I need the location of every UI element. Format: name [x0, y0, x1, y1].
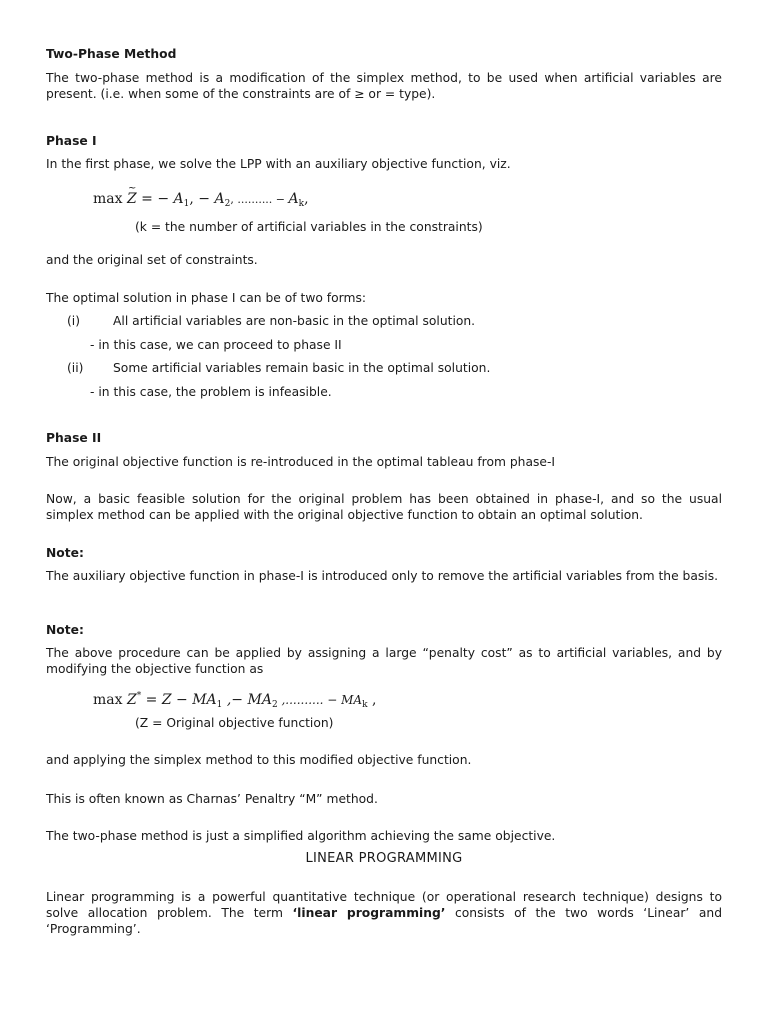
- formula2-m1: − MA: [171, 692, 217, 708]
- document-title: Two-Phase Method: [46, 47, 177, 61]
- note2-formula: [93, 687, 376, 714]
- lp-section-title: [0, 851, 768, 866]
- phase2-heading: Phase II: [46, 431, 102, 445]
- phase2-text1: The original objective function is re-introduced in the optimal tableau from phase-I: [46, 455, 556, 469]
- formula-ak-sub: k: [298, 199, 305, 209]
- formula2-z: Z: [126, 692, 137, 708]
- note1-heading: Note:: [46, 546, 84, 560]
- note1-text: The auxiliary objective function in phase-I is introduced only to remove the artificial variables from the basis.: [46, 569, 719, 583]
- phase1-heading: Phase I: [46, 134, 97, 148]
- note2-text: The above procedure can be applied by assigning a large “penalty cost” as to artificial variables, and by modifying the objective function as: [46, 646, 722, 676]
- intro-paragraph: The two-phase method is a modification of the simplex method, to be used when artificial variables are present. (i.e. when some of the constraints are of ≥ or = type).: [46, 71, 722, 101]
- formula2-star: *: [136, 691, 142, 701]
- lp-text-a: Linear programming is a powerful quantitative technique (or operational research technique) designs to solve allocation problem. The term: [46, 890, 722, 920]
- formula-eq: = −: [136, 191, 174, 207]
- note2-after2: This is often known as Charnas’ Penaltry “M” method.: [46, 792, 378, 806]
- phase1-after: and the original set of constraints.: [46, 253, 258, 267]
- tilde-mark: ~: [127, 183, 137, 194]
- lp-paragraph: [46, 889, 722, 937]
- formula2-z-orig: Z: [161, 692, 172, 708]
- formula-a2: A: [214, 191, 225, 207]
- formula-end: ,: [304, 191, 309, 207]
- formula-ak: A: [288, 191, 299, 207]
- note2-after3: The two-phase method is just a simplified algorithm achieving the same objective.: [46, 829, 556, 843]
- case-2-number: (ii): [67, 361, 84, 375]
- formula-dots: , .......... −: [230, 193, 289, 206]
- formula-a2-sub: 2: [224, 199, 231, 209]
- formula2-m2-sub: 2: [271, 700, 278, 710]
- lp-text-b: consists of the two words ‘Linear’ and ‘Programming’.: [46, 906, 722, 936]
- formula-max: max: [93, 191, 123, 207]
- formula2-mk-sub: k: [362, 700, 368, 710]
- lp-term-bold: ‘linear programming’: [292, 906, 446, 920]
- case-1-text: All artificial variables are non-basic in the optimal solution.: [113, 314, 476, 328]
- note2-after1: and applying the simplex method to this modified objective function.: [46, 753, 472, 767]
- phase2-text2: Now, a basic feasible solution for the original problem has been obtained in phase-I, and so the usual simplex method can be applied with the original objective function to obtain an optimal solution.: [46, 492, 722, 522]
- formula-a1: A: [173, 191, 184, 207]
- formula2-eq: =: [141, 692, 162, 708]
- case-1-note: - in this case, we can proceed to phase II: [90, 338, 342, 352]
- case-2-text: Some artificial variables remain basic in the optimal solution.: [113, 361, 491, 375]
- phase1-text: In the first phase, we solve the LPP with an auxiliary objective function, viz.: [46, 157, 511, 171]
- formula2-m1-sub: 1: [216, 700, 223, 710]
- formula-z: Z: [126, 191, 137, 207]
- formula-sep1: , −: [189, 191, 215, 207]
- case-1-number: (i): [67, 314, 81, 328]
- lp-title-text: LINEAR PROGRAMMING: [305, 851, 463, 866]
- formula2-end: ,: [367, 692, 377, 708]
- formula2-dots: ,.......... − MA: [277, 693, 363, 707]
- note2-heading: Note:: [46, 623, 84, 637]
- formula-z-tilde: [126, 183, 137, 208]
- case-2-note: - in this case, the problem is infeasible.: [90, 385, 332, 399]
- formula2-max: max: [93, 692, 123, 708]
- phase1-optimal-intro: The optimal solution in phase I can be of two forms:: [46, 291, 367, 305]
- phase1-formula-note: (k = the number of artificial variables in the constraints): [135, 220, 483, 234]
- formula-a1-sub: 1: [183, 199, 190, 209]
- note2-formula-note: (Z = Original objective function): [135, 716, 334, 730]
- phase1-formula: [93, 183, 309, 213]
- formula2-m2: ,− MA: [222, 692, 272, 708]
